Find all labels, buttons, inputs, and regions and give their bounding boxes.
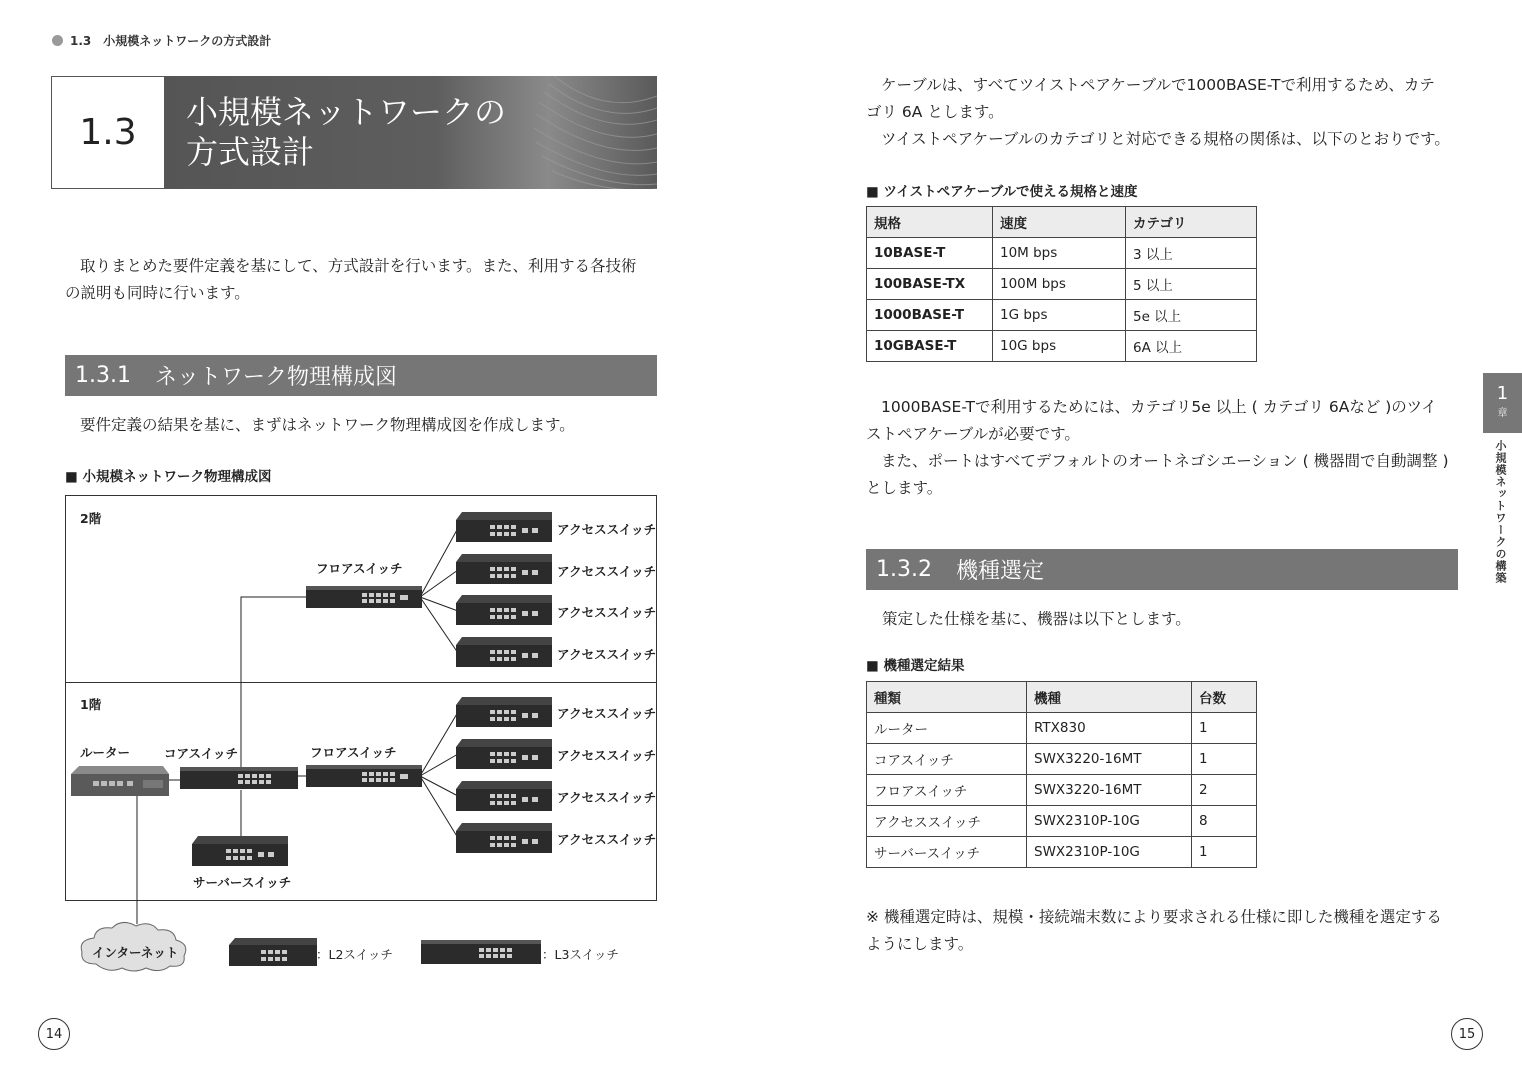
right-para-5: 策定した仕様を基に、機器は以下とします。 [882, 610, 1191, 628]
chapter-number: 1 [1496, 383, 1509, 404]
access-switch-label: アクセススイッチ [557, 832, 657, 847]
table-cell: 5 以上 [1126, 269, 1257, 300]
table-cell: 5e 以上 [1126, 300, 1257, 331]
right-para-1-line2: ゴリ 6A とします。 [866, 103, 1004, 121]
access-switch-2f-3 [456, 595, 552, 629]
table-row [867, 806, 1257, 837]
floor-2-label: 2階 [80, 511, 102, 526]
legend-l2-switch-icon [229, 938, 317, 970]
chapter-label: 章 [1497, 408, 1508, 419]
table-row [867, 775, 1257, 806]
table-cell: 10BASE-T [867, 238, 993, 269]
access-switch-label: アクセススイッチ [557, 748, 657, 763]
floor-switch-2f [306, 586, 422, 608]
intro-line2: の説明も同時に行います。 [65, 284, 250, 302]
access-switch-label: アクセススイッチ [557, 522, 657, 537]
server-switch-label: サーバースイッチ [193, 875, 292, 890]
table-cell: 1 [1192, 837, 1257, 868]
right-para-3 [866, 394, 1466, 502]
subsection-1-text: 要件定義の結果を基に、まずはネットワーク物理構成図を作成します。 [80, 416, 575, 434]
access-switch-2f-1 [456, 512, 552, 546]
subsection-2-title: 機種選定 [955, 559, 1044, 584]
subsection-1-number: 1.3.1 [75, 363, 131, 388]
intro-line1: 取りまとめた要件定義を基にして、方式設計を行います。また、利用する各技術 [80, 257, 637, 275]
subsection-2-heading [866, 549, 1458, 590]
access-switch-label: アクセススイッチ [557, 647, 657, 662]
right-para-4-line2: とします。 [866, 479, 943, 497]
section-title-line1: 小規模ネットワークの [186, 93, 507, 131]
table-cell: SWX2310P-10G [1027, 837, 1192, 868]
chapter-side-title: 小規模ネットワークの構築 [1494, 440, 1507, 584]
table-cell: 10M bps [993, 238, 1126, 269]
table-cell: 1G bps [993, 300, 1126, 331]
access-switch-2f-2 [456, 554, 552, 588]
access-switch-label: アクセススイッチ [557, 790, 657, 805]
access-switch-1f-3 [456, 781, 552, 815]
section-title-line2: 方式設計 [186, 133, 315, 171]
table-cell: 3 以上 [1126, 238, 1257, 269]
access-switch-label: アクセススイッチ [557, 564, 657, 579]
legend-l3-label: ：L3スイッチ [542, 947, 619, 962]
table-row [867, 744, 1257, 775]
table-cell: ルーター [867, 713, 1027, 744]
legend-l2-label: ：L2スイッチ [316, 947, 393, 962]
right-para-3-line2: ストペアケーブルが必要です。 [866, 425, 1080, 443]
table-cell: SWX2310P-10G [1027, 806, 1192, 837]
server-switch [192, 836, 288, 870]
access-switch-2f-4 [456, 637, 552, 671]
legend-l3-switch-icon [421, 940, 541, 968]
table1-caption: ■ ツイストペアケーブルで使える規格と速度 [866, 184, 1138, 200]
table-row [867, 837, 1257, 868]
right-para-1-line1: ケーブルは、すべてツイストペアケーブルで1000BASE-Tで利用するため、カテ [881, 76, 1435, 94]
table-cell: 6A 以上 [1126, 331, 1257, 362]
table-cell: RTX830 [1027, 713, 1192, 744]
access-switch-1f-2 [456, 739, 552, 773]
table-header-cell: 台数 [1192, 682, 1257, 713]
table-cell: 1 [1192, 744, 1257, 775]
table-cell: フロアスイッチ [867, 775, 1027, 806]
access-switch-label: アクセススイッチ [557, 706, 657, 721]
diagram-caption: ■ 小規模ネットワーク物理構成図 [65, 469, 272, 485]
page-number-right: 15 [1451, 1018, 1483, 1050]
router [71, 766, 169, 796]
table-header-cell: 速度 [993, 207, 1126, 238]
model-selection-table [866, 681, 1257, 868]
floor-switch-1f [306, 765, 422, 787]
table-header-row [867, 207, 1257, 238]
table-cell: サーバースイッチ [867, 837, 1027, 868]
table-cell: 1 [1192, 713, 1257, 744]
table-cell: 2 [1192, 775, 1257, 806]
table-row [867, 269, 1257, 300]
table-row [867, 300, 1257, 331]
table-header-cell: 機種 [1027, 682, 1192, 713]
floor-switch-2f-label: フロアスイッチ [316, 561, 403, 576]
table-cell: 8 [1192, 806, 1257, 837]
table-cell: SWX3220-16MT [1027, 744, 1192, 775]
table-cell: 100BASE-TX [867, 269, 993, 300]
page-number-left: 14 [38, 1018, 70, 1050]
router-label: ルーター [80, 745, 131, 760]
table-header-cell: 規格 [867, 207, 993, 238]
table-row [867, 331, 1257, 362]
right-para-2: ツイストペアケーブルのカテゴリと対応できる規格の関係は、以下のとおりです。 [881, 130, 1450, 148]
subsection-2-number: 1.3.2 [876, 557, 932, 582]
table-row [867, 238, 1257, 269]
access-switch-label: アクセススイッチ [557, 605, 657, 620]
right-para-4-line1: また、ポートはすべてデフォルトのオートネゴシエーション ( 機器間で自動調整 ) [881, 452, 1449, 470]
right-para-1 [866, 72, 1466, 153]
section-number: 1.3 [79, 112, 137, 153]
table-cell: 10G bps [993, 331, 1126, 362]
table-cell: アクセススイッチ [867, 806, 1027, 837]
floor-switch-1f-label: フロアスイッチ [310, 745, 397, 760]
table2-caption: ■ 機種選定結果 [866, 658, 965, 674]
subsection-1-title: ネットワーク物理構成図 [154, 365, 397, 390]
table-cell: 10GBASE-T [867, 331, 993, 362]
table-cell: コアスイッチ [867, 744, 1027, 775]
right-para-3-line1: 1000BASE-Tで利用するためには、カテゴリ5e 以上 ( カテゴリ 6Aなど )のツイ [881, 398, 1437, 416]
floor-1-label: 1階 [80, 697, 102, 712]
selection-note-line2: ようにします。 [866, 935, 974, 953]
core-switch-label: コアスイッチ [164, 746, 239, 761]
table-cell: 1000BASE-T [867, 300, 993, 331]
table-header-cell: 種類 [867, 682, 1027, 713]
table-header-cell: カテゴリ [1126, 207, 1257, 238]
table-cell: 100M bps [993, 269, 1126, 300]
chapter-tab [1483, 373, 1522, 433]
selection-note [866, 904, 1466, 958]
access-switch-1f-4 [456, 823, 552, 857]
internet-label: インターネット [92, 945, 179, 960]
core-switch [180, 767, 298, 789]
standards-table [866, 206, 1257, 362]
table-row [867, 713, 1257, 744]
access-switch-1f-1 [456, 697, 552, 731]
table-header-row [867, 682, 1257, 713]
selection-note-line1: ※ 機種選定時は、規模・接続端末数により要求される仕様に即した機種を選定する [866, 908, 1442, 926]
running-header: 1.3 小規模ネットワークの方式設計 [70, 34, 272, 48]
table-cell: SWX3220-16MT [1027, 775, 1192, 806]
